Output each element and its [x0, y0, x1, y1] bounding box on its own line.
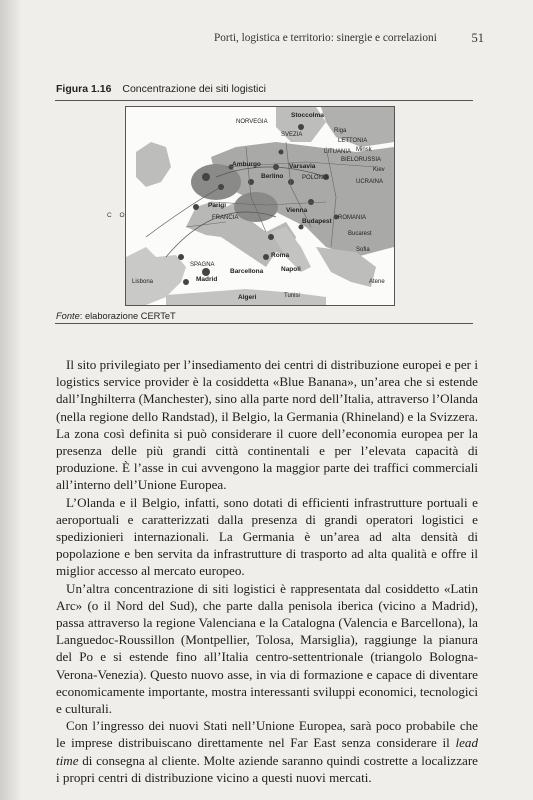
- running-head: [214, 32, 484, 44]
- map-label: NORVEGIA: [236, 119, 268, 125]
- map-label: Stoccolma: [291, 112, 324, 119]
- ocean-letter: C: [107, 212, 112, 219]
- paragraph: [56, 717, 478, 786]
- paragraph: Il sito privilegiato per l’insediamento dei centri di distribuzione europei e per i logistics service provider è la cosiddetta «Blue Banana», un’area che si estende dall’Inghilterra (Manchester), sino alla parte nord dell’Italia, attraverso l’Olanda (nella regione dello Randstad), il Belgio, la Germania (Rhineland) e la Svizzera. La zona così definita si può considerare il cuore dell’economia europea per la presenza delle più grandi città continentali e per l’elevata capacità di produzione. È l’asse in cui avvengono la maggior parte dei traffici commerciali all’interno dell’Unione Europea.: [56, 357, 478, 493]
- map-label: LITUANIA: [324, 149, 352, 155]
- map-label: Parigi: [208, 202, 227, 209]
- map-label: SVEZIA: [281, 132, 303, 138]
- paragraph-text: di consegna al cliente. Molte aziende saranno quindi costrette a localizzare i propri centri di distribuzione vicino a questi nuovi mercati.: [56, 752, 478, 785]
- map-label: Sofia: [356, 247, 370, 253]
- figure-top-rule: [55, 100, 473, 101]
- map-label: Minsk: [356, 147, 372, 153]
- map-label: Napoli: [281, 266, 301, 273]
- figure-title: Concentrazione dei siti logistici: [122, 83, 266, 95]
- source-text: : elaborazione CERTeT: [79, 311, 176, 321]
- map-label: LETTONIA: [338, 138, 368, 144]
- map-label: Barcellona: [230, 268, 264, 275]
- map-label: Budapest: [302, 218, 332, 225]
- map-label: UCRAINA: [356, 179, 384, 185]
- map-label: Tunisi: [284, 293, 300, 299]
- map-label: Lisbona: [132, 279, 154, 285]
- figure-caption: [56, 83, 266, 95]
- map-label: Bucarest: [348, 231, 372, 237]
- map-label: Atene: [369, 279, 385, 285]
- map-label: Roma: [271, 252, 290, 259]
- map-label: Berlino: [261, 173, 284, 180]
- map-label: SPAGNA: [190, 262, 215, 268]
- page-gutter-shadow: [0, 0, 22, 800]
- europe-map: [125, 106, 395, 306]
- map-label: POLONIA: [302, 175, 329, 181]
- map-label: FRANCIA: [212, 215, 239, 221]
- paragraph: Un’altra concentrazione di siti logistici è rappresentata dal cosiddetto «Latin Arc» (o il Nord del Sud), che parte dalla penisola iberica (vicino a Madrid), passa attraverso la regione Valenciana e la Catalogna (Valencia e Barcellona), la Languedoc-Roussillon (Montpellier, Tolosa, Marsiglia), raggiunge la pianura del Po e si estende fino all’Italia centro-settentrionale (triangolo Bologna-Verona-Venezia). Questo nuovo asse, in via di formazione e capace di diventare economicamente importante, mostra interessanti sviluppi economici, tecnologici e culturali.: [56, 580, 478, 717]
- map-label: ROMANIA: [338, 215, 367, 221]
- italic-term: lead time: [56, 735, 478, 768]
- paragraph: L’Olanda e il Belgio, infatti, sono dotati di efficienti infrastrutture portuali e aeroportuali e caratterizzati dalla presenza di grandi operatori logistici e spedizionieri internazionali. La Germania è un’area ad alta densità di popolazione e ben servita da infrastrutture di trasporto ad alta qualità e offre il miglior accesso al mercato europeo.: [56, 494, 478, 579]
- map-label: Riga: [334, 128, 347, 134]
- map-label: Vienna: [286, 207, 308, 214]
- map-label: Amburgo: [232, 161, 261, 168]
- paragraph-text: Con l’ingresso dei nuovi Stati nell’Unione Europea, sarà poco probabile che le imprese distribuiscano direttamente nel Far East senza considerare il: [56, 718, 478, 751]
- map-label: Madrid: [196, 276, 218, 283]
- figure-number: Figura 1.16: [56, 83, 112, 95]
- source-label: Fonte: [56, 311, 80, 321]
- map-label: Algeri: [238, 294, 257, 301]
- body-text: [56, 356, 478, 786]
- map-label: Varsavia: [289, 163, 316, 170]
- running-title: Porti, logistica e territorio: sinergie e correlazioni: [214, 32, 437, 44]
- ocean-letter: O: [119, 212, 125, 219]
- figure-bottom-rule: [55, 323, 473, 324]
- figure-source: [56, 311, 176, 321]
- page-number: 51: [471, 31, 484, 45]
- map-label: BIELORUSSIA: [341, 157, 382, 163]
- map-label: Kiev: [373, 167, 385, 173]
